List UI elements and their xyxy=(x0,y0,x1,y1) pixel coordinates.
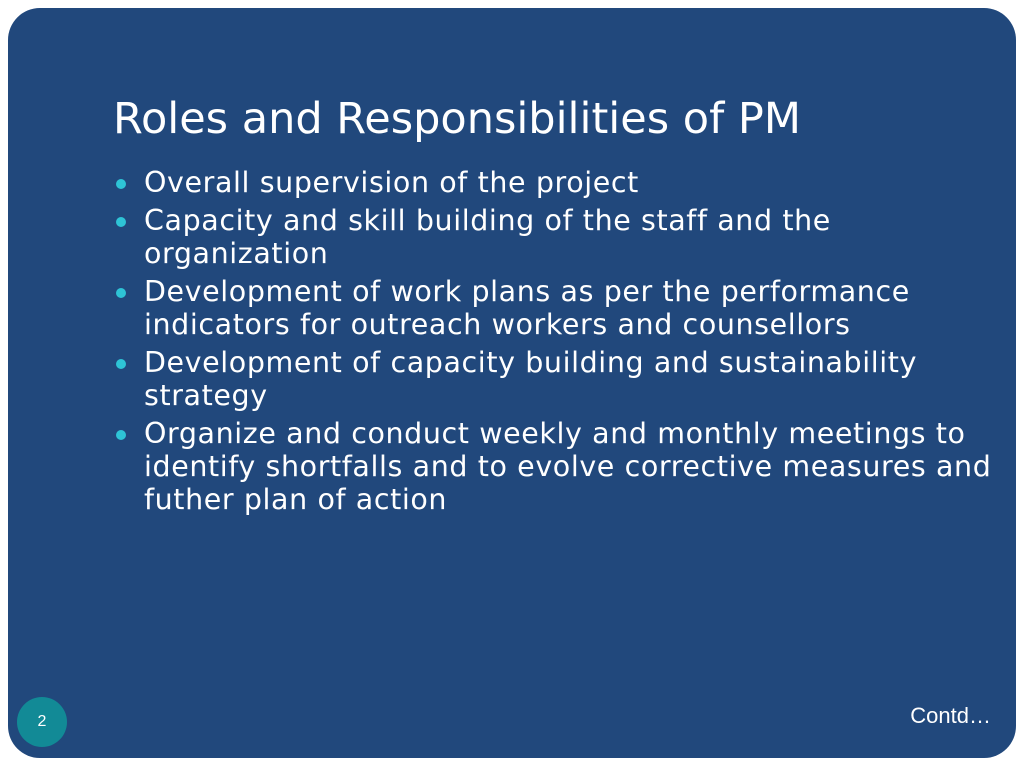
bullet-marker-icon xyxy=(116,288,126,298)
bullet-marker-icon xyxy=(116,430,126,440)
bullet-text: Development of work plans as per the performance indicators for outreach workers and counsellors xyxy=(144,275,910,341)
slide xyxy=(8,8,1016,758)
bullet-marker-icon xyxy=(116,179,126,189)
continuation-label: Contd… xyxy=(910,703,991,728)
bullet-item xyxy=(113,204,993,270)
bullet-text: Organize and conduct weekly and monthly meetings to identify shortfalls and to evolve corrective measures and futher plan of action xyxy=(144,417,992,516)
slide-title: Roles and Responsibilities of PM xyxy=(113,94,801,144)
page-number-badge: 2 xyxy=(17,697,67,747)
bullet-item xyxy=(113,346,993,412)
bullet-marker-icon xyxy=(116,359,126,369)
bullet-text: Development of capacity building and sustainability strategy xyxy=(144,346,918,412)
bullet-text: Overall supervision of the project xyxy=(144,166,639,199)
bullet-item xyxy=(113,417,993,516)
bullet-text: Capacity and skill building of the staff and the organization xyxy=(144,204,831,270)
bullet-marker-icon xyxy=(116,217,126,227)
bullet-item xyxy=(113,166,993,199)
bullet-list xyxy=(113,166,993,521)
bullet-item xyxy=(113,275,993,341)
